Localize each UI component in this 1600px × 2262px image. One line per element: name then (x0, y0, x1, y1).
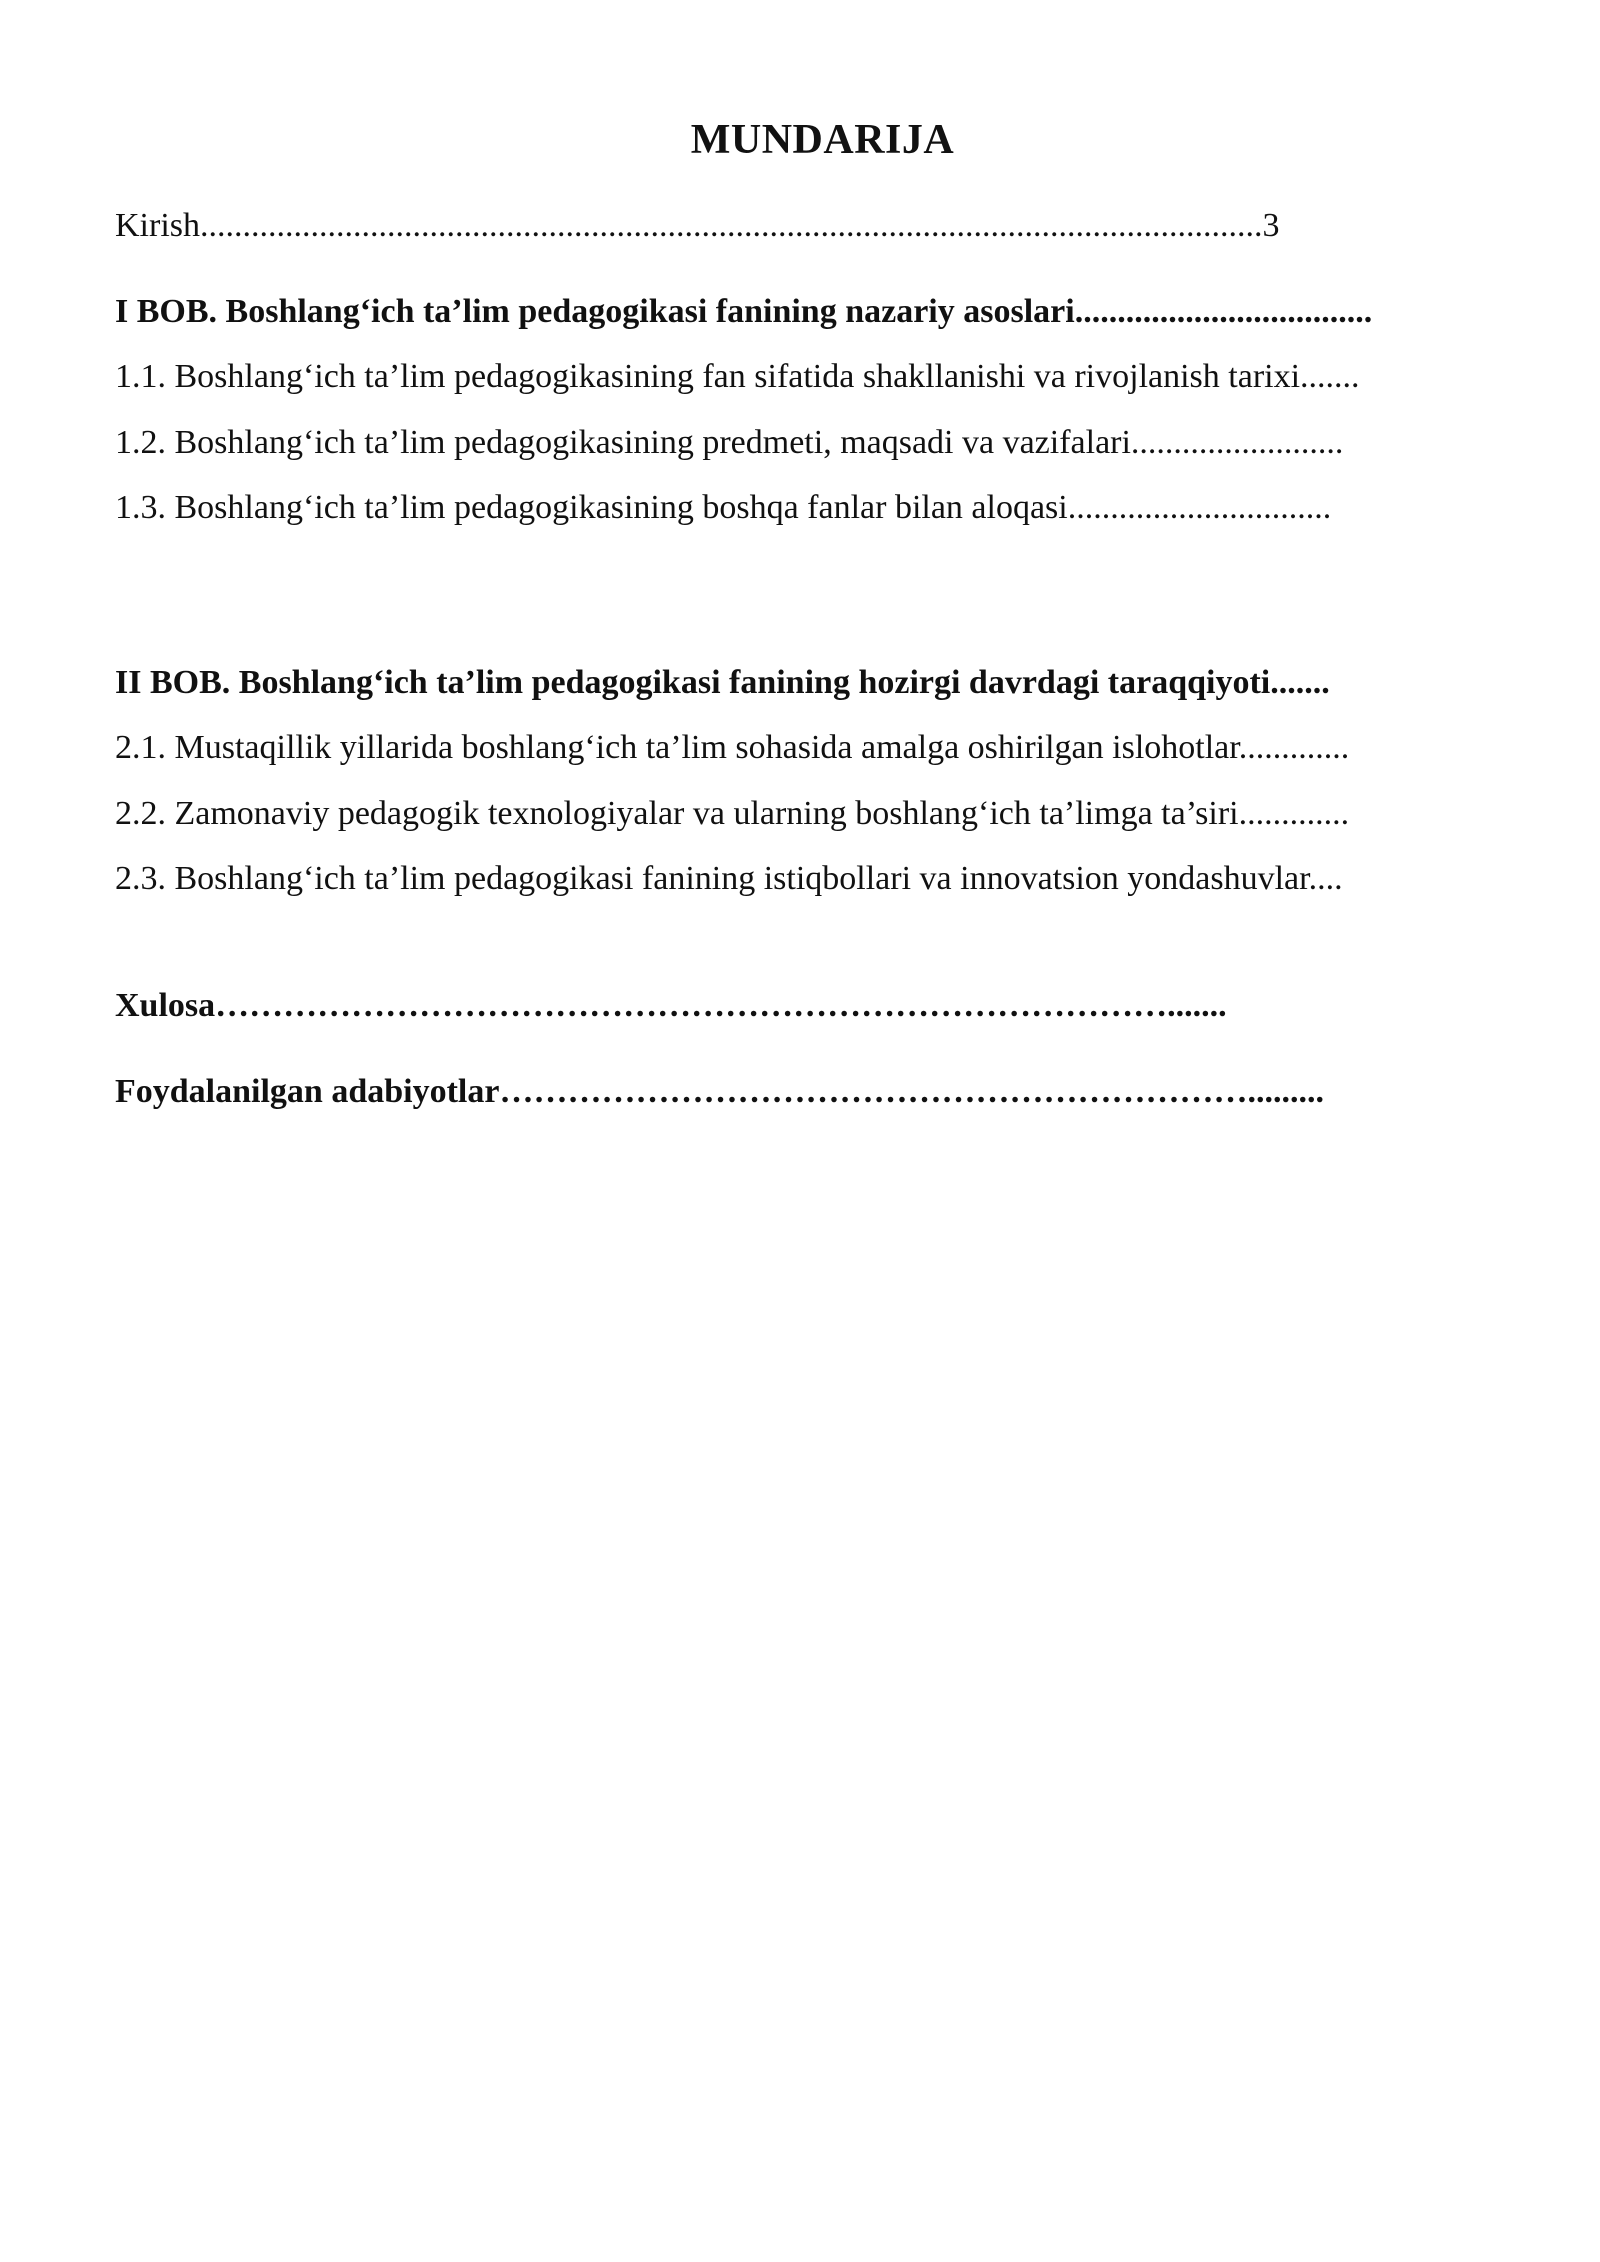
page-title: MUNDARIJA (690, 117, 955, 163)
toc-entry-2-3: 2.3. Boshlang‘ich ta’lim pedagogikasi fanining istiqbollari va innovatsion yondashuvlar.... (115, 860, 1343, 897)
toc-chapter-2-heading: II BOB. Boshlang‘ich ta’lim pedagogikasi fanining hozirgi davrdagi taraqqiyoti....... (115, 664, 1330, 701)
toc-entry-introduction: Kirish.............................................................................................................................3 (115, 207, 1280, 244)
toc-entry-1-1: 1.1. Boshlang‘ich ta’lim pedagogikasining fan sifatida shakllanishi va rivojlanish tarixi....... (115, 358, 1360, 395)
toc-entry-2-2: 2.2. Zamonaviy pedagogik texnologiyalar va ularning boshlang‘ich ta’limga ta’siri............. (115, 795, 1350, 832)
toc-entry-2-1: 2.1. Mustaqillik yillarida boshlang‘ich ta’lim sohasida amalga oshirilgan islohotlar............. (115, 729, 1350, 766)
toc-entry-references: Foydalanilgan adabiyotlar…………………………………………………………......... (115, 1073, 1324, 1110)
toc-entry-1-3: 1.3. Boshlang‘ich ta’lim pedagogikasining boshqa fanlar bilan aloqasi............................... (115, 489, 1332, 526)
toc-entry-1-2: 1.2. Boshlang‘ich ta’lim pedagogikasining predmeti, maqsadi va vazifalari......................... (115, 424, 1344, 461)
toc-entry-conclusion: Xulosa…………………………………………………………………………....... (115, 987, 1227, 1024)
toc-chapter-1-heading: I BOB. Boshlang‘ich ta’lim pedagogikasi fanining nazariy asoslari................................... (115, 293, 1373, 330)
